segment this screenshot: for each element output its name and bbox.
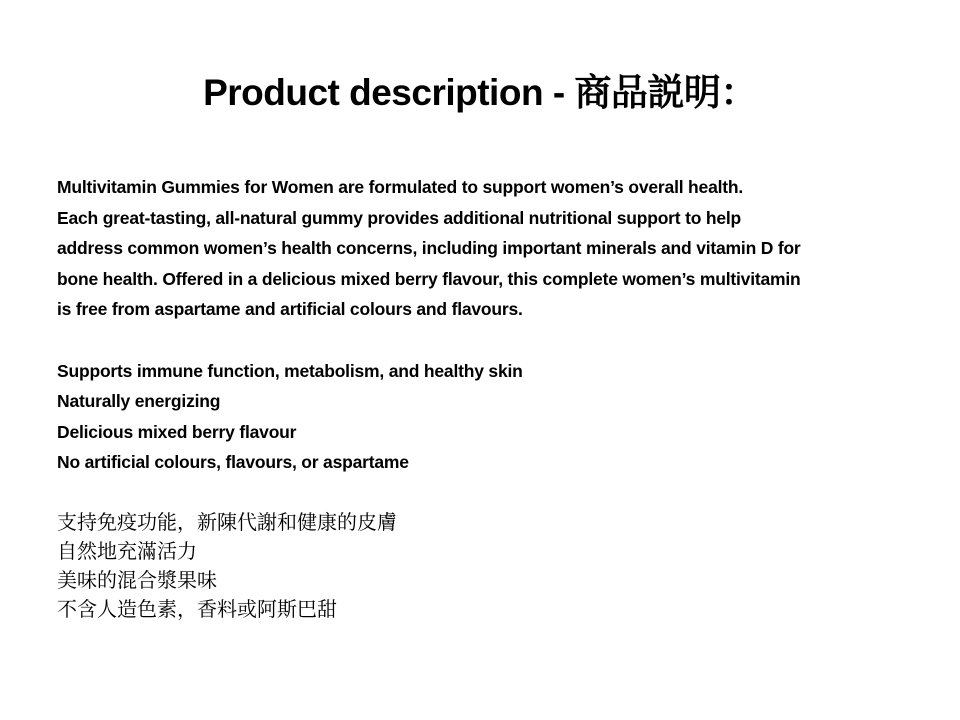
description-paragraph bbox=[57, 172, 887, 325]
page-title: Product description - 商品説明： bbox=[203, 72, 757, 113]
slide-body bbox=[57, 172, 887, 624]
description-line: bone health. Offered in a delicious mixed berry flavour, this complete women’s multivitamin bbox=[57, 268, 801, 289]
list-item: 不含人造色素，香料或阿斯巴甜 bbox=[57, 596, 337, 621]
benefits-list-en bbox=[57, 356, 887, 478]
list-item: Naturally energizing bbox=[57, 391, 221, 411]
list-item: 美味的混合漿果味 bbox=[57, 567, 217, 592]
description-line: address common women’s health concerns, including important minerals and vitamin D for bbox=[57, 238, 801, 258]
spacer bbox=[57, 325, 887, 356]
list-item: 支持免疫功能，新陳代謝和健康的皮膚 bbox=[57, 509, 397, 534]
description-line: is free from aspartame and artificial colours and flavours. bbox=[57, 299, 523, 319]
description-line: Multivitamin Gummies for Women are formulated to support women’s overall health. bbox=[57, 177, 744, 197]
benefits-list-zh bbox=[57, 508, 887, 624]
list-item: No artificial colours, flavours, or aspartame bbox=[57, 452, 409, 472]
list-item: Supports immune function, metabolism, and healthy skin bbox=[57, 360, 523, 381]
list-item: Delicious mixed berry flavour bbox=[57, 421, 297, 442]
description-line: Each great-tasting, all-natural gummy provides additional nutritional support to help bbox=[57, 207, 742, 228]
list-item: 自然地充滿活力 bbox=[57, 538, 197, 563]
